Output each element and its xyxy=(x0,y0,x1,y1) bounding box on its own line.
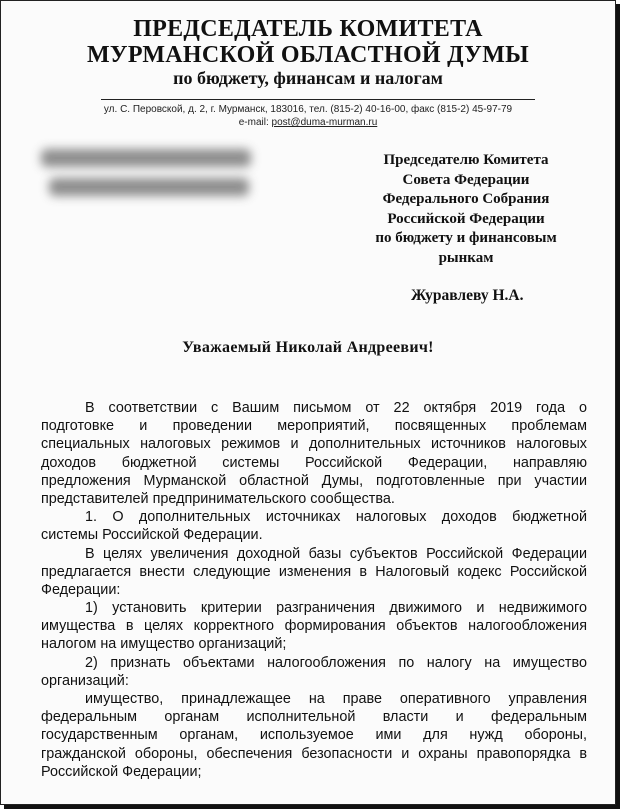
body-line: доходов бюджетной системы Российской Федерации, направляю xyxy=(41,454,587,471)
body-line: 1) установить критерии разграничения движимого и недвижимого xyxy=(85,600,587,617)
body-line: системы Российской Федерации. xyxy=(41,527,263,544)
recipient-line: Федерального Собрания xyxy=(382,191,550,207)
body-line: организаций: xyxy=(41,672,129,689)
recipient-name: Журавлеву Н.А. xyxy=(411,287,524,304)
letterhead-subtitle: по бюджету, финансам и налогам xyxy=(173,68,443,88)
redacted-registration-number xyxy=(41,149,251,167)
body-line: налогом на имущество организаций; xyxy=(41,636,287,653)
body-line: специальных налоговых режимов и дополнительных источников налоговых xyxy=(41,436,587,453)
body-line: представителей предпринимательского сообщества. xyxy=(41,490,395,507)
body-line: подготовке и проведении мероприятий, посвященных проблемам xyxy=(41,418,587,435)
letterhead-email xyxy=(1,117,615,129)
body-line: государственным органам, используемое ими для нужд обороны, xyxy=(41,727,587,744)
letterhead-title-line1: ПРЕДСЕДАТЕЛЬ КОМИТЕТА xyxy=(133,16,483,42)
body-line: гражданской обороны, обеспечения безопасности и охраны правопорядка в xyxy=(41,745,587,762)
body-line: федеральным органам исполнительной власти и федеральным xyxy=(41,709,587,726)
letter-body xyxy=(41,399,587,781)
body-line: 1. О дополнительных источниках налоговых доходов бюджетной xyxy=(85,509,587,526)
body-line: имущество, принадлежащее на праве оперативного управления xyxy=(85,691,587,707)
recipient-line: Председателю Комитета xyxy=(383,152,549,168)
salutation: Уважаемый Николай Андреевич! xyxy=(182,339,434,356)
body-line: 2) признать объектами налогообложения по налогу на имущество xyxy=(85,654,587,671)
body-line: предложения Мурманской областной Думы, подготовленные при участии xyxy=(41,472,587,489)
body-line: Российской Федерации; xyxy=(41,763,202,780)
letterhead-title-line2: МУРМАНСКОЙ ОБЛАСТНОЙ ДУМЫ xyxy=(86,42,530,68)
recipient-line: рынкам xyxy=(438,249,494,266)
recipient-line: Совета Федерации xyxy=(402,171,530,188)
letterhead-address: ул. С. Перовской, д. 2, г. Мурманск, 183016, тел. (815-2) 40-16-00, факс (815-2) 45-97-79 xyxy=(103,104,513,115)
email-link[interactable]: post@duma-murman.ru xyxy=(271,117,378,128)
email-label: e-mail: xyxy=(238,117,272,128)
recipient-line: Российской Федерации xyxy=(387,210,545,227)
body-line: имущества в целях корректного формирования объектов налогообложения xyxy=(41,618,587,635)
body-line: В соответствии с Вашим письмом от 22 октября 2019 года о xyxy=(85,400,587,416)
body-line: В целях увеличения доходной базы субъектов Российской Федерации xyxy=(85,545,587,562)
recipient-line: по бюджету и финансовым xyxy=(375,230,557,246)
body-line: Федерации: xyxy=(41,581,121,598)
body-line: предлагается внести следующие изменения в Налоговый кодекс Российской xyxy=(41,563,587,580)
redacted-reference-number xyxy=(49,178,249,196)
recipient-block xyxy=(326,151,606,268)
letterhead-divider xyxy=(101,99,535,100)
